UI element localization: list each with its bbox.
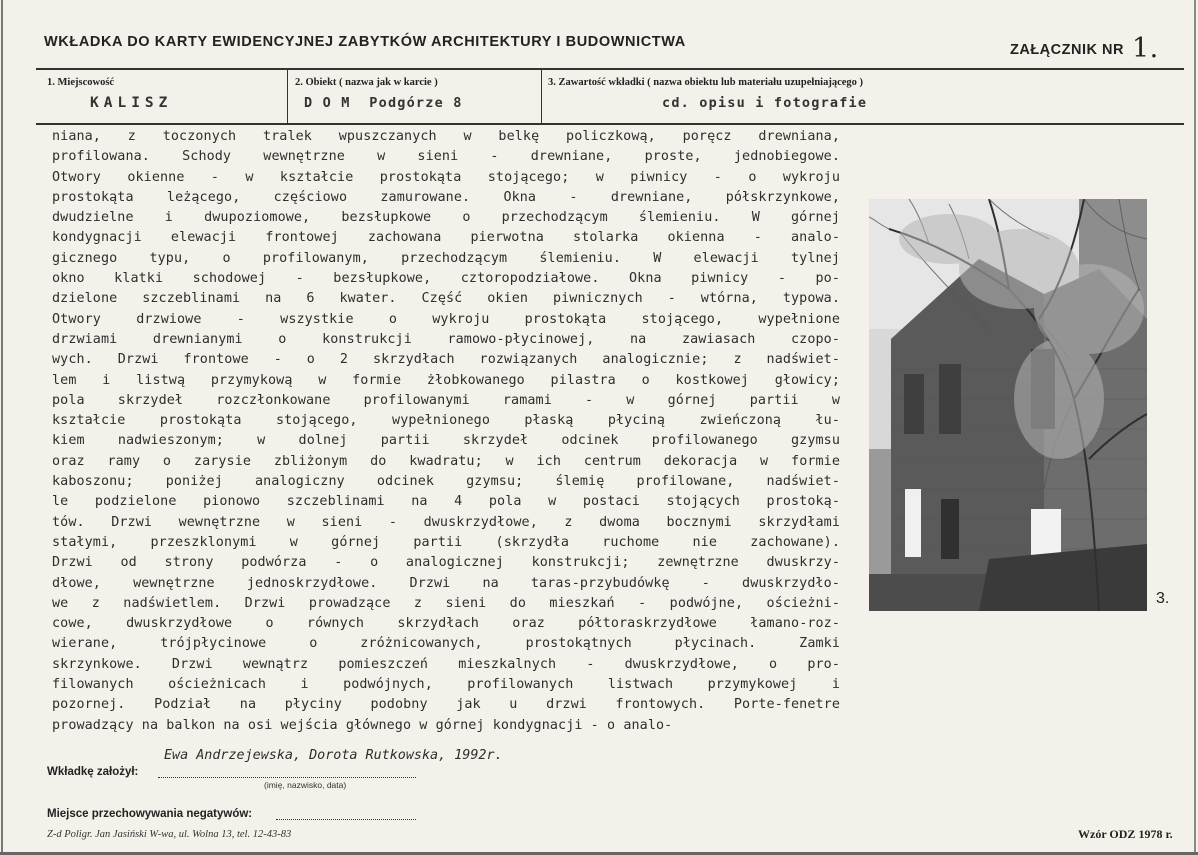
text-line: dłowe, wewnętrzne jednoskrzydłowe. Drzwi na taras-przybudówkę - dwuskrzydło- xyxy=(52,575,840,591)
box-divider-1 xyxy=(287,69,288,123)
description-text xyxy=(52,127,840,736)
text-line: gicznego typu, o profilowanym, przechodzącym ślemieniu. W elewacji tylnej xyxy=(52,250,840,266)
annex-label-text: ZAŁĄCZNIK NR xyxy=(1010,42,1124,58)
sheet-edge-left xyxy=(1,0,3,855)
text-line: drzwiami drewnianymi o konstrukcji ramowo-płycinowej, na zawiasach czopo- xyxy=(52,331,840,347)
object-value: D O M Podgórze 8 xyxy=(304,95,463,111)
text-line: le podzielone pionowo szczeblinami na 4 pola w postaci stojących prostoką- xyxy=(52,494,840,510)
text-line: pola skrzydeł rozczłonkowane profilowanymi ramami - w górnej partii w xyxy=(52,392,840,408)
author-signature: Ewa Andrzejewska, Dorota Rutkowska, 1992r. xyxy=(164,748,503,763)
form-title: WKŁADKA DO KARTY EWIDENCYJNEJ ZABYTKÓW ARCHITEKTURY I BUDOWNICTWA xyxy=(44,34,686,50)
text-line: pozornej. Podział na płyciny podobny jak u drzwi frontowych. Porte-fenetre xyxy=(52,697,840,713)
text-line: lem i listwą przymykową w formie żłobkowanego pilastra o kostkowej głowicy; xyxy=(52,372,840,388)
created-by-field[interactable] xyxy=(158,777,416,778)
text-line: wych. Drzwi frontowe - o 2 skrzydłach rozwiązanych analogicznie; z nadświet- xyxy=(52,352,840,368)
text-line: kondygnacji elewacji frontowej zachowana pierwotna stolarka okienna - analo- xyxy=(52,230,840,246)
sheet-edge-right xyxy=(1194,0,1196,855)
text-line: kaboszonu; poniżej analogiczny odcinek gzymsu; ślemię profilowane, nadświet- xyxy=(52,474,840,490)
photo-number: 3. xyxy=(1156,590,1170,607)
form-pattern: Wzór ODZ 1978 r. xyxy=(1078,827,1173,841)
content-label: 3. Zawartość wkładki ( nazwa obiektu lub materiału uzupełniającego ) xyxy=(548,77,864,88)
text-line: tów. Drzwi wewnętrzne w sieni - dwuskrzydłowe, z dwoma bocznymi skrzydłami xyxy=(52,514,840,530)
text-line: profilowana. Schody wewnętrzne w sieni - drewniane, proste, jednobiegowe. xyxy=(52,149,840,165)
text-line: oraz ramy o zarysie zbliżonym do kwadratu; w ich centrum dekoracja w formie xyxy=(52,453,840,469)
text-line: dzielone szczeblinami na 6 kwater. Część okien piwnicznych - wtórna, typowa. xyxy=(52,291,840,307)
text-line: okno klatki schodowej - bezsłupkowe, cztoropodziałowe. Okna piwnicy - po- xyxy=(52,271,840,287)
text-line: prostokąta leżącego, częściowo zamurowane. Okna - drewniane, półskrzynkowe, xyxy=(52,189,840,205)
text-line: prowadzący na balkon na osi wejścia głównego w górnej kondygnacji - o analo- xyxy=(52,717,673,733)
created-by-hint: (imię, nazwisko, data) xyxy=(264,780,347,790)
text-line: kształcie prostokąta stojącego, wypełnionego płaską płyciną zwieńczoną łu- xyxy=(52,413,840,429)
text-line: cowe, dwuskrzydłowe o równych skrzydłach oraz półtoraskrzydłowe łamano-roz- xyxy=(52,616,840,632)
text-line: we z nadświetlem. Drzwi prowadzące z sieni do mieszkań - podwójne, ościeżni- xyxy=(52,595,840,611)
content-value: cd. opisu i fotografie xyxy=(662,95,868,111)
box-divider-2 xyxy=(541,69,542,123)
text-line: niana, z toczonych tralek wpuszczanych w belkę policzkową, poręcz drewniana, xyxy=(52,129,840,144)
text-line: skrzynkowe. Drzwi wewnątrz pomieszczeń mieszkalnych - dwuskrzydłowe, o pro- xyxy=(52,656,840,672)
header-rule-bottom xyxy=(36,123,1184,125)
negatives-field[interactable] xyxy=(276,819,416,820)
text-line: wierane, trójpłycinowe o zróżnicowanych, prostokątnych płycinach. Zamki xyxy=(52,636,840,652)
object-label: 2. Obiekt ( nazwa jak w karcie ) xyxy=(295,77,438,88)
text-line: Otwory drzwiowe - wszystkie o wykroju prostokąta stojącego, wypełnione xyxy=(52,311,840,327)
negatives-label: Miejsce przechowywania negatywów: xyxy=(47,808,253,820)
text-line: Drzwi od strony podwórza - o analogicznej konstrukcji; zewnętrzne dwuskrzy- xyxy=(52,555,840,571)
text-line: Otwory okienne - w kształcie prostokąta stojącego; w piwnicy - o wykroju xyxy=(52,169,840,185)
text-line: stałymi, przeszklonymi w górnej partii (skrzydła ruchome nie zachowane). xyxy=(52,534,840,550)
text-line: kiem nadwieszonym; w dolnej partii skrzydeł odcinek profilowanego gzymsu xyxy=(52,433,840,449)
text-line: dwudzielne i dwupoziomowe, bezsłupkowe o przechodzącym ślemieniu. W górnej xyxy=(52,210,840,226)
annex-number: 1. xyxy=(1131,33,1159,64)
place-label: 1. Miejscowość xyxy=(47,77,115,88)
annex-label xyxy=(1010,30,1159,64)
building-photograph xyxy=(869,199,1147,611)
header-rule-top xyxy=(36,68,1184,70)
text-line: filowanych ościeżnicach i podwójnych, profilowanych listwach przymykowej i xyxy=(52,677,840,693)
created-by-label: Wkładkę założył: xyxy=(47,766,139,778)
printer-imprint: Z-d Poligr. Jan Jasiński W-wa, ul. Wolna 13, tel. 12-43-83 xyxy=(47,829,292,840)
place-value: KALISZ xyxy=(90,95,173,111)
